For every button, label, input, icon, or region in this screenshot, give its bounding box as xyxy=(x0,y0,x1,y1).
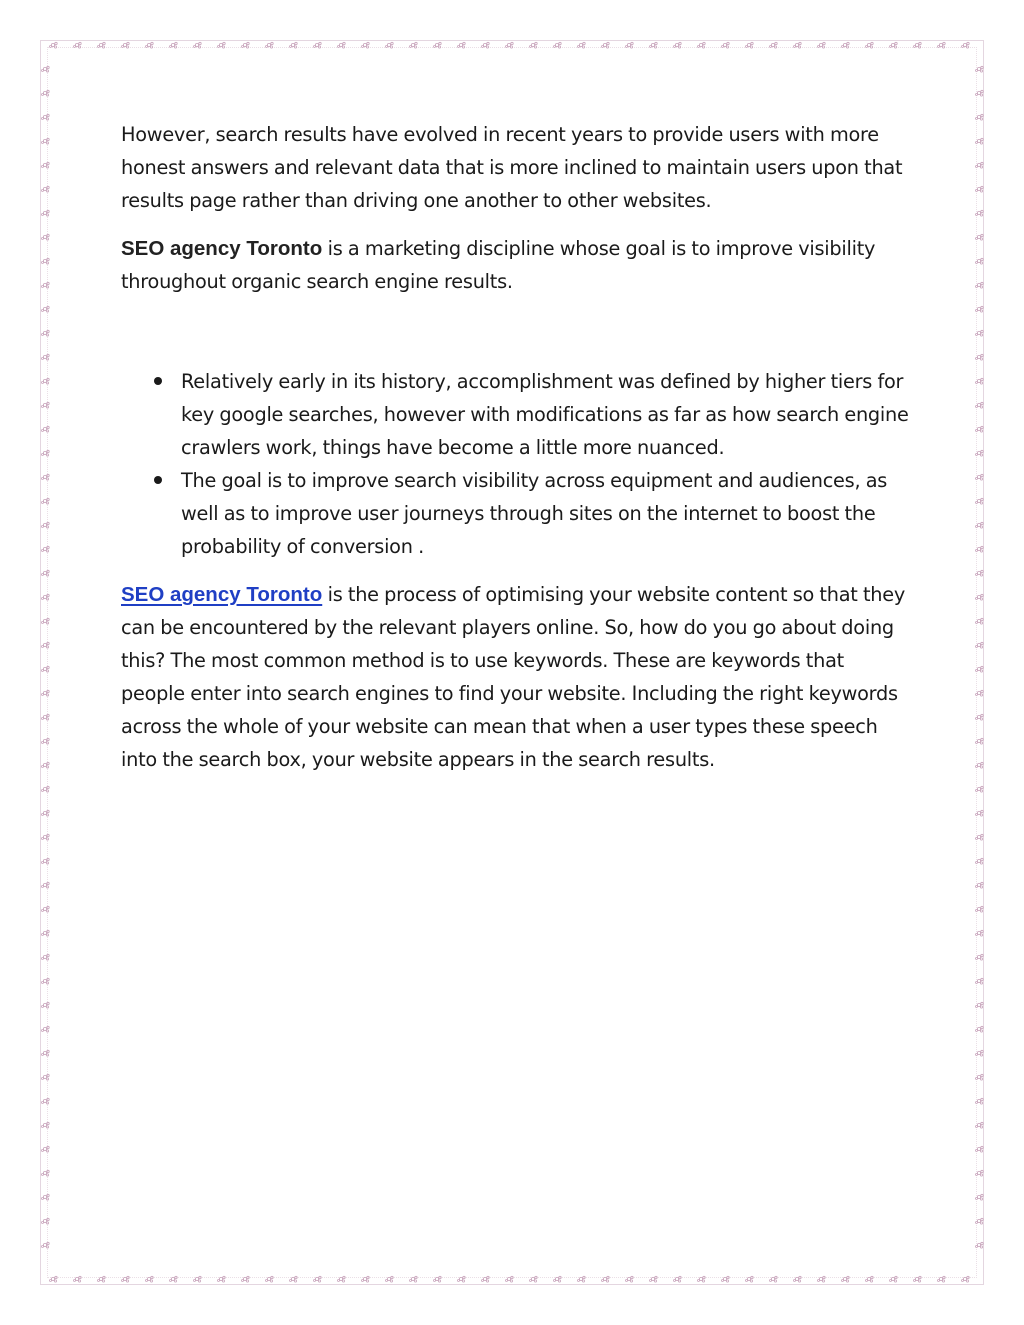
bullet-list xyxy=(121,365,911,563)
bullet-text: Relatively early in its history, accomplishment was defined by higher tiers for key google searches, however with modifications as far as how search engine crawlers work, things have become a little more nuanced. xyxy=(181,370,909,459)
blank-space xyxy=(121,313,911,365)
list-item xyxy=(181,464,911,563)
paragraph-process xyxy=(121,578,911,776)
seo-agency-toronto-link[interactable]: SEO agency Toronto xyxy=(121,583,323,606)
bullet-dot-icon xyxy=(154,476,162,484)
bullet-text: The goal is to improve search visibility across equipment and audiences, as well as to improve user journeys through sites on the internet to boost the probability of conversion . xyxy=(181,469,888,558)
paragraph-intro: However, search results have evolved in recent years to provide users with more honest answers and relevant data that is more inclined to maintain users upon that results page rather than driving one another to other websites. xyxy=(121,123,903,212)
keyword-seo-agency-toronto: SEO agency Toronto xyxy=(121,237,323,260)
list-item xyxy=(181,365,911,464)
paragraph-definition-text: is a marketing discipline whose goal is to improve visibility throughout organic search engine results. xyxy=(121,237,876,293)
paragraph-definition xyxy=(121,232,911,298)
bullet-dot-icon xyxy=(154,377,162,385)
paragraph-process-text: is the process of optimising your website content so that they can be encountered by the relevant players online. So, how do you go about doing this? The most common method is to use keywords. These are keywords that people enter into search engines to find your website. Including the right keywords across the whole of your website can mean that when a user types these speech into the search box, your website appears in the search results. xyxy=(121,583,906,771)
document-body xyxy=(121,118,911,791)
